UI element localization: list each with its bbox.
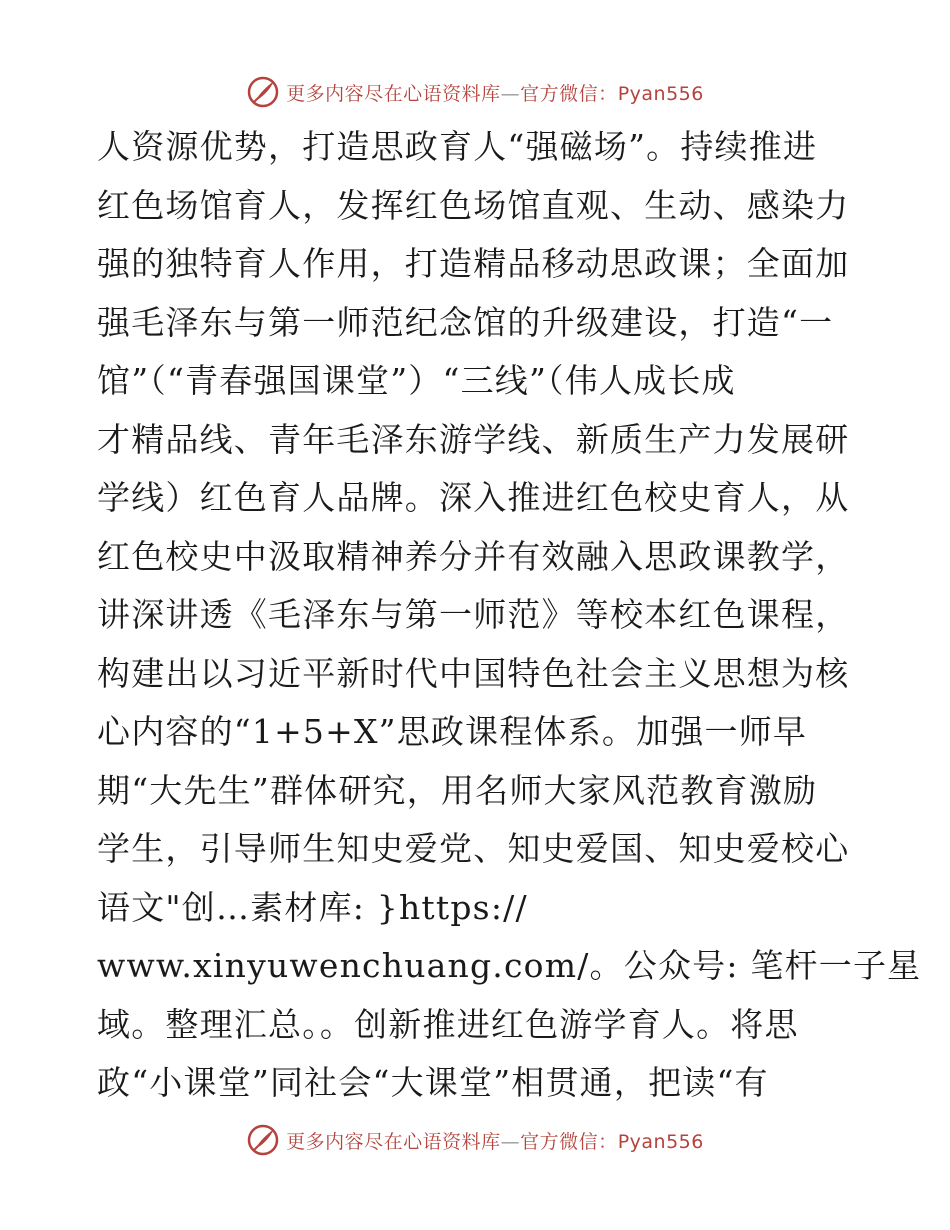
body-line: 语文"创…素材库: }https:// (97, 887, 528, 927)
footer-banner (0, 1118, 950, 1162)
header-banner (0, 70, 950, 114)
body-line: 讲深讲透《毛泽东与第一师范》等校本红色课程， (97, 595, 850, 634)
body-line: 人资源优势，打造思政育人“强磁场”。持续推进 (97, 127, 818, 166)
header-wechat-label: 官方微信： (520, 82, 618, 105)
quill-pen-logo-icon (246, 1123, 280, 1157)
body-line: 学生，引导师生知史爱党、知史爱国、知史爱校心 (97, 829, 850, 868)
body-line: 构建出以习近平新时代中国特色社会主义思想为核 (97, 653, 850, 693)
footer-separator: — (500, 1130, 521, 1153)
footer-banner-text (286, 1127, 704, 1154)
header-wechat-id: Pyan556 (617, 82, 704, 105)
header-separator: — (500, 82, 521, 105)
footer-wechat-id: Pyan556 (617, 1130, 704, 1153)
footer-site-text: 更多内容尽在心语资料库 (286, 1130, 501, 1153)
body-line: 学线）红色育人品牌。深入推进红色校史育人，从 (97, 478, 850, 517)
body-line: 期“大先生”群体研究，用名师大家风范教育激励 (97, 770, 818, 810)
body-line: 政“小课堂”同社会“大课堂”相贯通，把读“有 (97, 1063, 769, 1102)
body-line: 才精品线、青年毛泽东游学线、新质生产力发展研 (97, 419, 850, 459)
header-banner-text (286, 79, 704, 106)
body-line: 强的独特育人作用，打造精品移动思政课；全面加 (97, 244, 850, 283)
header-site-text: 更多内容尽在心语资料库 (286, 82, 501, 105)
body-line: 域。整理汇总。。创新推进红色游学育人。将思 (97, 1004, 799, 1044)
document-body (97, 118, 922, 1113)
body-line: 馆”（“青春强国课堂”）“三线”（伟人成长成 (97, 361, 736, 400)
quill-pen-logo-icon (246, 75, 280, 109)
body-line: 强毛泽东与第一师范纪念馆的升级建设，打造“一 (97, 302, 834, 342)
body-line: 心内容的“1+5+X”思政课程体系。加强一师早 (97, 712, 808, 751)
footer-wechat-label: 官方微信： (520, 1130, 618, 1153)
body-line: 红色校史中汲取精神养分并有效融入思政课教学， (97, 536, 850, 576)
body-line: 红色场馆育人，发挥红色场馆直观、生动、感染力 (97, 185, 850, 225)
body-line: www.xinyuwenchuang.com/。公众号: 笔杆一子星 (97, 946, 922, 985)
